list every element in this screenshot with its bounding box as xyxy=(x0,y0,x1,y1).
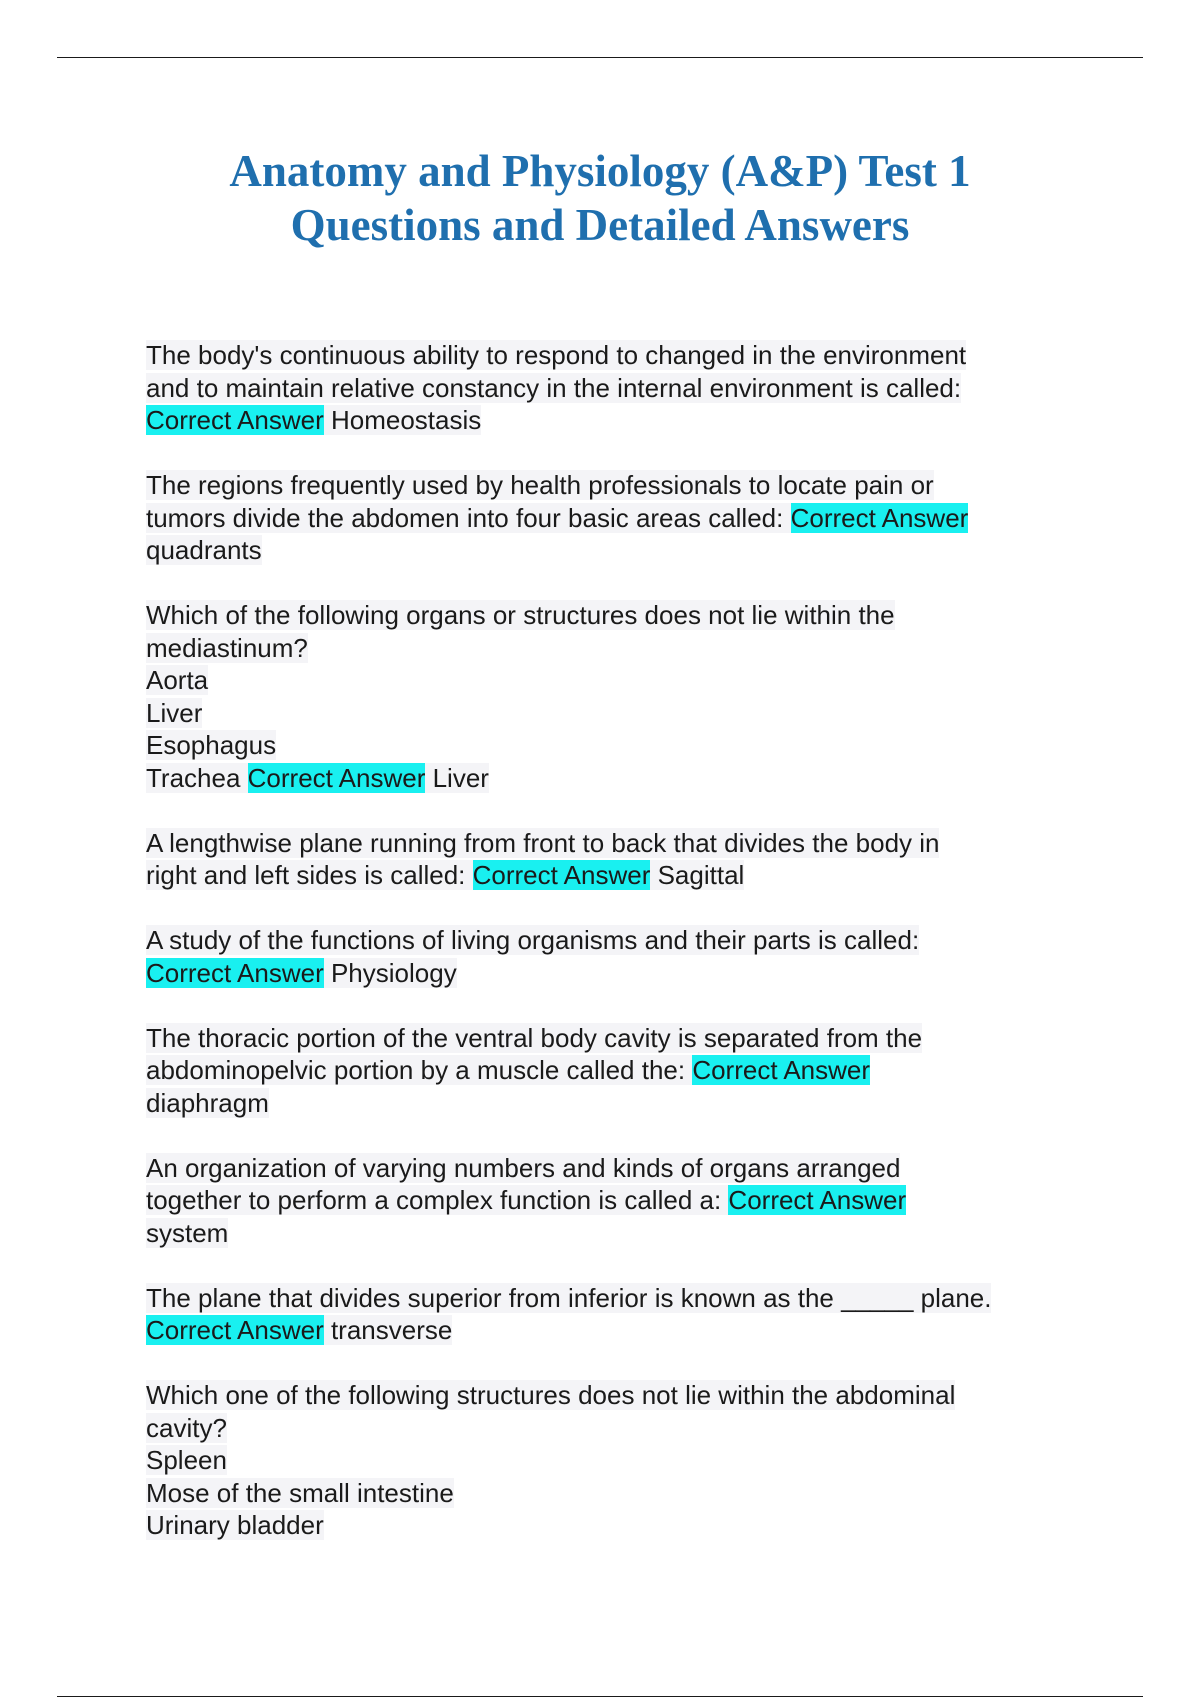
top-rule xyxy=(57,57,1143,58)
question-text: Urinary bladder xyxy=(146,1510,324,1540)
qa-line xyxy=(146,664,1066,697)
qa-line xyxy=(146,469,1066,502)
qa-line xyxy=(146,1022,1066,1055)
qa-line xyxy=(146,502,1066,535)
question-text: The thoracic portion of the ventral body cavity is separated from the xyxy=(146,1022,923,1053)
qa-line xyxy=(146,1152,1066,1185)
qa-line xyxy=(146,762,1066,795)
qa-line xyxy=(146,1217,1066,1250)
qa-line xyxy=(146,1379,1066,1412)
answer-text: transverse xyxy=(323,1315,453,1345)
question-text: A study of the functions of living organisms and their parts is called: xyxy=(146,925,920,955)
correct-answer-label: Correct Answer xyxy=(472,860,651,890)
correct-answer-label: Correct Answer xyxy=(146,405,324,435)
qa-item xyxy=(146,1282,1066,1347)
qa-line xyxy=(146,1087,1066,1120)
correct-answer-label: Correct Answer xyxy=(146,957,324,988)
question-text: quadrants xyxy=(146,535,262,565)
question-text: right and left sides is called: xyxy=(146,860,473,890)
qa-line xyxy=(146,1509,1066,1542)
qa-item xyxy=(146,1022,1066,1120)
question-text: Trachea xyxy=(146,762,248,793)
qa-line xyxy=(146,534,1066,567)
question-text: tumors divide the abdomen into four basic areas called: xyxy=(146,502,791,533)
correct-answer-label: Correct Answer xyxy=(146,1315,324,1345)
qa-line xyxy=(146,859,1066,892)
qa-line xyxy=(146,1054,1066,1087)
qa-line xyxy=(146,697,1066,730)
qa-line xyxy=(146,924,1066,957)
question-text: The regions frequently used by health professionals to locate pain or xyxy=(146,470,934,500)
question-text: Liver xyxy=(146,697,203,728)
page-title xyxy=(0,144,1200,252)
qa-item xyxy=(146,339,1066,437)
qa-line xyxy=(146,404,1066,437)
question-text: Spleen xyxy=(146,1445,227,1475)
answer-text: Liver xyxy=(425,762,489,793)
qa-line xyxy=(146,729,1066,762)
qa-line xyxy=(146,632,1066,665)
qa-item xyxy=(146,599,1066,794)
answer-text: Sagittal xyxy=(650,860,745,890)
qa-item xyxy=(146,1379,1066,1542)
question-text: diaphragm xyxy=(146,1087,269,1118)
qa-item xyxy=(146,827,1066,892)
question-text: The body's continuous ability to respond to changed in the environment xyxy=(146,340,967,370)
question-text: Which of the following organs or structures does not lie within the xyxy=(146,600,895,630)
question-text: together to perform a complex function is called a: xyxy=(146,1185,729,1215)
qa-line xyxy=(146,1282,1066,1315)
question-text: system xyxy=(146,1217,229,1248)
question-text: The plane that divides superior from inferior is known as the _____ plane. xyxy=(146,1282,992,1313)
qa-line xyxy=(146,957,1066,990)
question-text: and to maintain relative constancy in the internal environment is called: xyxy=(146,372,962,403)
qa-line xyxy=(146,1412,1066,1445)
correct-answer-label: Correct Answer xyxy=(247,762,426,793)
question-text: Aorta xyxy=(146,665,209,695)
qa-item xyxy=(146,469,1066,567)
question-text: abdominopelvic portion by a muscle called the: xyxy=(146,1055,693,1085)
question-text: A lengthwise plane running from front to back that divides the body in xyxy=(146,827,940,858)
answer-text: Homeostasis xyxy=(323,405,482,435)
answer-text: Physiology xyxy=(323,957,457,988)
correct-answer-label: Correct Answer xyxy=(728,1185,907,1215)
qa-line xyxy=(146,1184,1066,1217)
qa-line xyxy=(146,599,1066,632)
question-text: Mose of the small intestine xyxy=(146,1477,454,1508)
correct-answer-label: Correct Answer xyxy=(692,1055,871,1085)
title-line-1: Anatomy and Physiology (A&P) Test 1 xyxy=(229,146,971,196)
question-text: mediastinum? xyxy=(146,632,308,663)
question-text: Esophagus xyxy=(146,730,277,760)
qa-item xyxy=(146,1152,1066,1250)
qa-line xyxy=(146,827,1066,860)
question-text: Which one of the following structures does not lie within the abdominal xyxy=(146,1380,956,1410)
question-text: An organization of varying numbers and kinds of organs arranged xyxy=(146,1152,901,1183)
qa-item xyxy=(146,924,1066,989)
correct-answer-label: Correct Answer xyxy=(790,502,969,533)
qa-line xyxy=(146,1477,1066,1510)
qa-line xyxy=(146,1444,1066,1477)
qa-line xyxy=(146,339,1066,372)
qa-line xyxy=(146,372,1066,405)
question-answer-list xyxy=(146,339,1066,1574)
qa-line xyxy=(146,1314,1066,1347)
title-line-2: Questions and Detailed Answers xyxy=(290,200,910,250)
question-text: cavity? xyxy=(146,1412,227,1443)
bottom-rule xyxy=(57,1696,1143,1697)
